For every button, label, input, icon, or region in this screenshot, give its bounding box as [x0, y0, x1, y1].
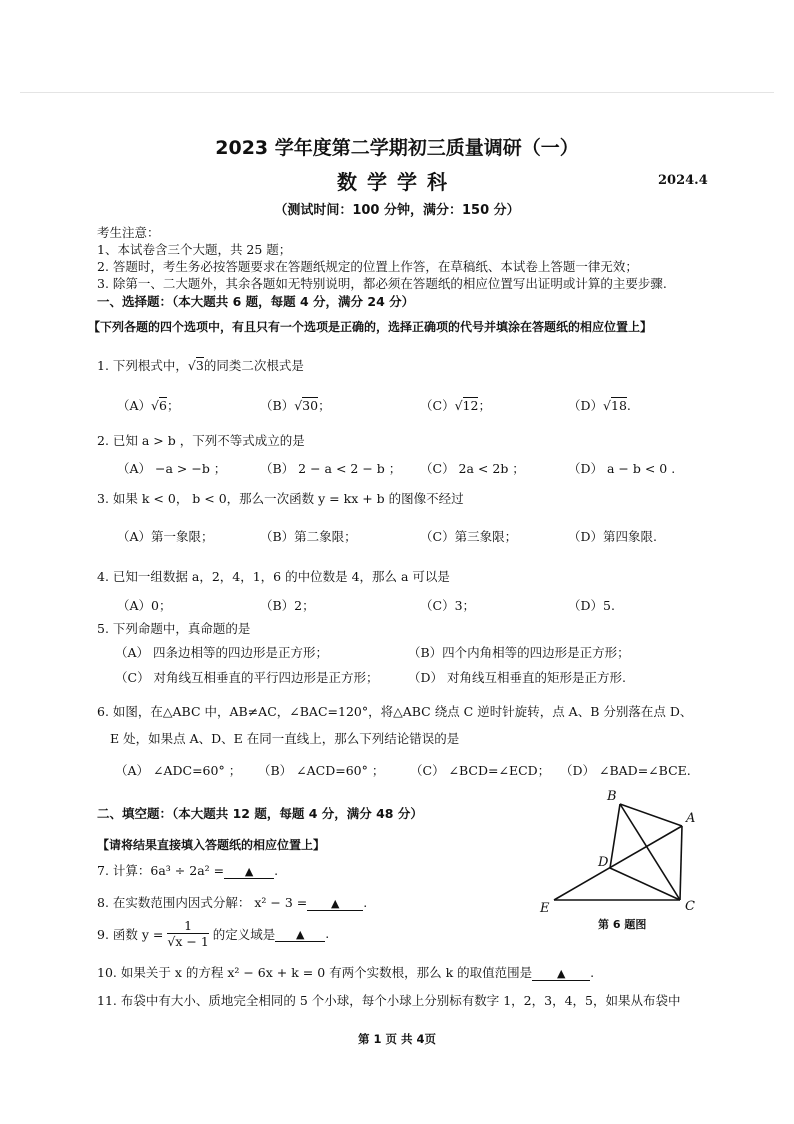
label-a: A [686, 811, 696, 826]
q8-answer-blank[interactable] [307, 895, 363, 911]
q5-option-b: （B）四个内角相等的四边形是正方形； [408, 645, 630, 660]
q6-figure [530, 782, 720, 942]
q1-stem-pre: 1. 下列根式中， [97, 358, 188, 373]
q4-option-d: （D）5. [568, 598, 615, 613]
sqrt-icon: √ [167, 934, 176, 949]
q4-option-a: （A）0； [117, 598, 172, 613]
q3-option-c: （C）第三象限； [420, 529, 518, 544]
q7-answer-blank[interactable] [224, 863, 274, 879]
blank-triangle-icon: ▲ [556, 967, 566, 980]
q10: 10. 如果关于 x 的方程 x² − 6x + k = 0 有两个实数根，那么 k 的取值范围是 ▲ . [97, 965, 595, 980]
segment-ac [680, 826, 682, 900]
sqrt-icon: √ [603, 398, 611, 413]
section1-heading: 一、选择题：（本大题共 6 题，每题 4 分，满分 24 分） [97, 294, 415, 309]
label-d: D [598, 855, 609, 870]
label-e: E [540, 901, 550, 916]
segment-ba [620, 804, 682, 826]
sqrt-icon: √ [454, 398, 463, 413]
q2-option-d: （D） a − b < 0 . [568, 461, 676, 476]
q4-stem: 4. 已知一组数据 a，2，4，1，6 的中位数是 4，那么 a 可以是 [97, 569, 450, 584]
q3-option-b: （B）第二象限； [260, 529, 357, 544]
q3-stem: 3. 如果 k < 0， b < 0，那么一次函数 y = kx + b 的图像不经过 [97, 491, 464, 506]
q4-option-b: （B）2； [260, 598, 315, 613]
q11: 11. 布袋中有大小、质地完全相同的 5 个小球，每个小球上分别标有数字 1，2，3，4，5，如果从布袋中 [97, 993, 681, 1008]
sqrt-icon: √ [294, 398, 303, 413]
q7: 7. 计算：6a³ ÷ 2a² = ▲ . [97, 863, 279, 878]
label-b: B [607, 789, 617, 804]
q5-stem: 5. 下列命题中，真命题的是 [97, 621, 251, 636]
q3-option-d: （D）第四象限. [568, 529, 657, 544]
exam-title: 2023 学年度第二学期初三质量调研（一） [215, 137, 579, 159]
q1-stem-post: 的同类二次根式是 [203, 358, 304, 373]
q2-stem: 2. 已知 a > b ，下列不等式成立的是 [97, 433, 305, 448]
q6-option-b: （B） ∠ACD=60° ； [258, 763, 385, 778]
q1-option-a: （A）√6； [117, 398, 180, 413]
q9: 9. 函数 y = $\frac{1}{√x - 1}$ 的定义域是 ▲ . [97, 918, 330, 949]
blank-triangle-icon: ▲ [296, 927, 305, 941]
q6-option-a: （A） ∠ADC=60° ； [115, 763, 242, 778]
q8: 8. 在实数范围内因式分解： x² − 3 = ▲ . [97, 895, 368, 910]
section2-instruction: 【请将结果直接填入答题纸的相应位置上】 [97, 838, 326, 852]
label-c: C [685, 899, 695, 914]
page-footer: 第 1 页 共 4页 [357, 1032, 437, 1046]
q2-option-a: （A） −a > −b ； [117, 461, 227, 476]
blank-triangle-icon: ▲ [331, 897, 340, 910]
q6-stem-line2: E 处，如果点 A、D、E 在同一直线上，那么下列结论错误的是 [110, 731, 460, 746]
top-rule [20, 92, 774, 93]
q1-stem [97, 356, 304, 374]
q2-option-c: （C） 2a < 2b ； [420, 461, 525, 476]
q10-answer-blank[interactable] [532, 965, 590, 981]
q6-option-c: （C） ∠BCD=∠ECD； [410, 763, 551, 778]
notice-item-3: 3. 除第一、二大题外，其余各题如无特别说明，都必须在答题纸的相应位置写出证明或计算的主要步骤. [97, 276, 667, 291]
q5-option-a: （A） 四条边相等的四边形是正方形； [115, 645, 329, 660]
sqrt-icon: √ [187, 358, 196, 373]
section1-instruction: 【下列各题的四个选项中，有且只有一个选项是正确的，选择正确项的代号并填涂在答题纸的相应位置上】 [88, 320, 653, 334]
section2-heading: 二、填空题：（本大题共 12 题，每题 4 分，满分 48 分） [97, 806, 423, 821]
notice-item-2: 2. 答题时，考生务必按答题要求在答题纸规定的位置上作答，在草稿纸、本试卷上答题一律无效； [97, 259, 638, 274]
q2-option-b: （B） 2 − a < 2 − b ； [260, 461, 402, 476]
q9-answer-blank[interactable] [275, 926, 325, 942]
q1-radicand: 3 [195, 358, 204, 373]
segment-bd [610, 804, 620, 868]
segment-ea [554, 826, 682, 900]
q9-fraction: $\frac{1}{√x - 1}$ [167, 918, 209, 949]
subject-title: 数学学科 [337, 170, 457, 194]
notice-item-1: 1、本试卷含三个大题，共 25 题； [97, 242, 292, 257]
notice-heading: 考生注意： [97, 225, 160, 240]
exam-info: （测试时间：100 分钟，满分：150 分） [274, 203, 520, 218]
sqrt-icon: √ [151, 398, 159, 413]
figure-caption: 第 6 题图 [598, 918, 647, 931]
q6-stem-line1: 6. 如图，在△ABC 中，AB≠AC，∠BAC=120°，将△ABC 绕点 C 逆时针旋转，点 A、B 分别落在点 D、 [97, 704, 693, 719]
q3-option-a: （A）第一象限； [117, 529, 214, 544]
q1-option-d: （D）√18. [568, 398, 631, 413]
q5-option-c: （C） 对角线互相垂直的平行四边形是正方形； [115, 670, 379, 685]
q1-option-c: （C）√12； [420, 398, 491, 413]
blank-triangle-icon: ▲ [244, 865, 254, 878]
exam-date: 2024.4 [658, 173, 708, 188]
q4-option-c: （C）3； [420, 598, 476, 613]
q1-option-b: （B）√30； [260, 398, 331, 413]
q5-option-d: （D） 对角线互相垂直的矩形是正方形. [408, 670, 626, 685]
q6-option-d: （D） ∠BAD=∠BCE. [560, 763, 691, 778]
